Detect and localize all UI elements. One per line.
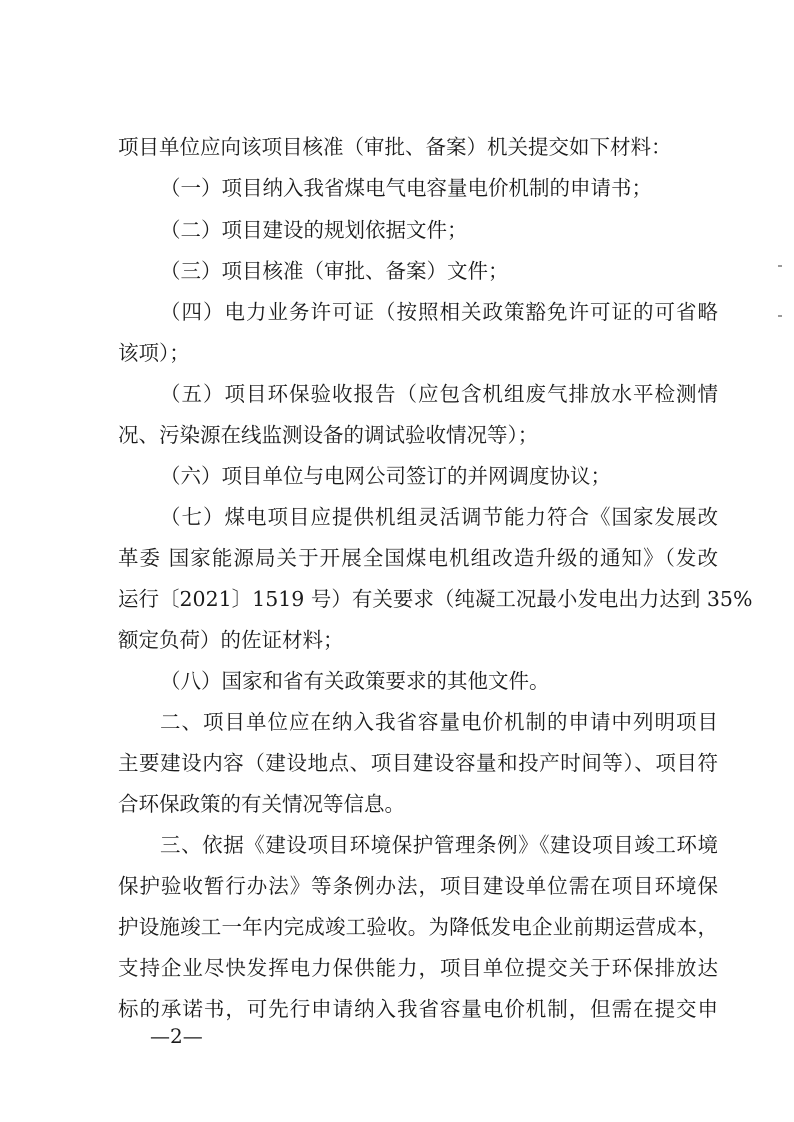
list-item-line: 革委 国家能源局关于开展全国煤电机组改造升级的通知》（发改 [118, 546, 718, 570]
list-item-line: （二）项目建设的规划依据文件； [160, 218, 468, 242]
list-item-line: （八）国家和省有关政策要求的其他文件。 [160, 669, 550, 693]
page-number: —2— [150, 1024, 203, 1048]
list-item-line: （四）电力业务许可证（按照相关政策豁免许可证的可省略 [160, 300, 718, 324]
paragraph-line: 主要建设内容（建设地点、项目建设容量和投产时间等）、项目符 [118, 751, 718, 775]
scan-edge-mark [778, 265, 782, 267]
paragraph-line: 合环保政策的有关情况等信息。 [118, 792, 405, 816]
scan-edge-mark [778, 315, 782, 317]
list-item-line: 额定负荷）的佐证材料； [118, 628, 344, 652]
paragraph-line: 护设施竣工一年内完成竣工验收。为降低发电企业前期运营成本， [118, 915, 718, 939]
paragraph-line: 支持企业尽快发挥电力保供能力，项目单位提交关于环保排放达 [118, 956, 718, 980]
paragraph-line: 项目单位应向该项目核准（审批、备案）机关提交如下材料： [118, 135, 672, 159]
list-item-line: （一）项目纳入我省煤电气电容量电价机制的申请书； [160, 176, 652, 200]
list-item-line: （六）项目单位与电网公司签订的并网调度协议； [160, 464, 611, 488]
list-item-line: 运行〔2021〕1519 号）有关要求（纯凝工况最小发电出力达到 35% [118, 587, 753, 611]
paragraph-line: 二、项目单位应在纳入我省容量电价机制的申请中列明项目 [160, 710, 718, 734]
list-item-line: 况、污染源在线监测设备的调试验收情况等）； [118, 423, 539, 447]
paragraph-line: 三、依据《建设项目环境保护管理条例》《建设项目竣工环境 [160, 833, 718, 857]
list-item-line: 该项）； [118, 341, 190, 365]
list-item-line: （三）项目核准（审批、备案）文件； [160, 259, 509, 283]
list-item-line: （七）煤电项目应提供机组灵活调节能力符合《国家发展改 [160, 505, 718, 529]
paragraph-line: 保护验收暂行办法》等条例办法，项目建设单位需在项目环境保 [118, 874, 718, 898]
paragraph-line: 标的承诺书，可先行申请纳入我省容量电价机制，但需在提交申 [118, 997, 718, 1021]
list-item-line: （五）项目环保验收报告（应包含机组废气排放水平检测情 [160, 382, 718, 406]
